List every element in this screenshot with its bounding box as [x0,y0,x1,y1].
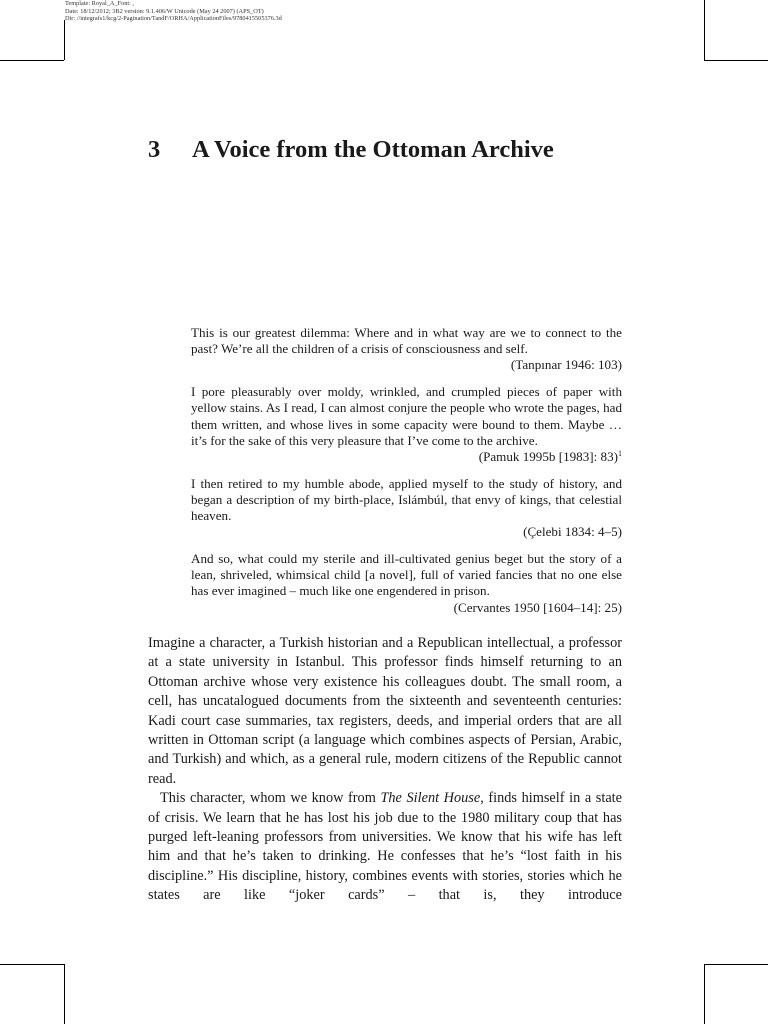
book-title-italic: The Silent House [380,790,481,807]
epigraph-text: I then retired to my humble abode, applied myself to the study of history, and began a description of my birth-place, Islámbúl, that envy of kings, that celestial heaven. [191,475,622,524]
crop-mark [704,60,768,61]
printer-info-template: Template: Royal_A_Font: , [65,0,134,7]
printer-info-dir: Dir: //integrafs1/kcg/2-Pagination/TandF/ORHA/ApplicationFiles/9780415505376.3d [65,15,282,23]
body-text [148,634,622,906]
epigraph [191,476,622,541]
epigraph-text: This is our greatest dilemma: Where and in what way are we to connect to the past? We’re all the children of a crisis of consciousness and self. [191,325,622,357]
body-paragraph: Imagine a character, a Turkish historian and a Republican intellectual, a professor at a state university in Istanbul. This professor finds himself returning to an Ottoman archive whose very existence his colleagues doubt. The small room, a cell, has uncatalogued documents from the sixteenth and seventeenth centuries: Kadi court case summaries, tax registers, deeds, and imperial orders that are all written in Ottoman script (a language which combines aspects of Persian, Arabic, and Turkish) and which, as a general rule, modern citizens of the Republic cannot read. [148,635,622,787]
epigraph-source: (Pamuk 1995b [1983]: 83)$^1$ [478,448,622,464]
body-paragraph: This character, whom we know from The Silent House, finds himself in a state of crisis. We learn that he has lost his job due to the 1980 military coup that has purged left-leaning professors from universities. We know that his wife has left him and that he’s taken to drinking. He confesses that he’s “lost faith in his discipline.” His discipline, history, combines events with stories, stories which he states are like “joker cards” – that is, they introduce [148,790,622,904]
chapter-heading [148,136,554,164]
crop-mark [0,964,64,965]
crop-mark [64,964,65,1024]
chapter-number: 3 [148,136,161,163]
crop-mark [0,60,64,61]
epigraph-source: (Çelebi 1834: 4–5) [523,524,622,540]
footnote-marker[interactable]: 1 [618,448,622,458]
crop-mark [704,964,705,1024]
chapter-title: A Voice from the Ottoman Archive [192,136,554,163]
epigraph-source: (Cervantes 1950 [1604–14]: 25) [453,599,622,615]
printer-info-date: Date: 18/12/2012; 3B2 version: 9.1.406/W Unicode (May 24 2007) (APS_OT) [65,7,264,15]
epigraph [191,384,622,465]
epigraph-block [191,325,622,626]
crop-mark [64,20,65,60]
crop-mark [704,0,705,60]
crop-mark [704,964,768,965]
epigraph [191,551,622,616]
printer-info [65,0,282,23]
epigraph [191,325,622,374]
epigraph-text: I pore pleasurably over moldy, wrinkled, and crumpled pieces of paper with yellow stains. As I read, I can almost conjure the people who wrote the pages, had them written, and whose lives in some capacity were bound to them. Maybe … it’s for the sake of this very pleasure that I’ve come to the archive. [191,384,622,448]
epigraph-source: (Tanpınar 1946: 103) [510,357,622,373]
epigraph-text: And so, what could my sterile and ill-cultivated genius beget but the story of a lean, shriveled, whimsical child [a novel], full of varied fancies that no one else has ever imagined – much like one engendered in prison. [191,550,622,599]
